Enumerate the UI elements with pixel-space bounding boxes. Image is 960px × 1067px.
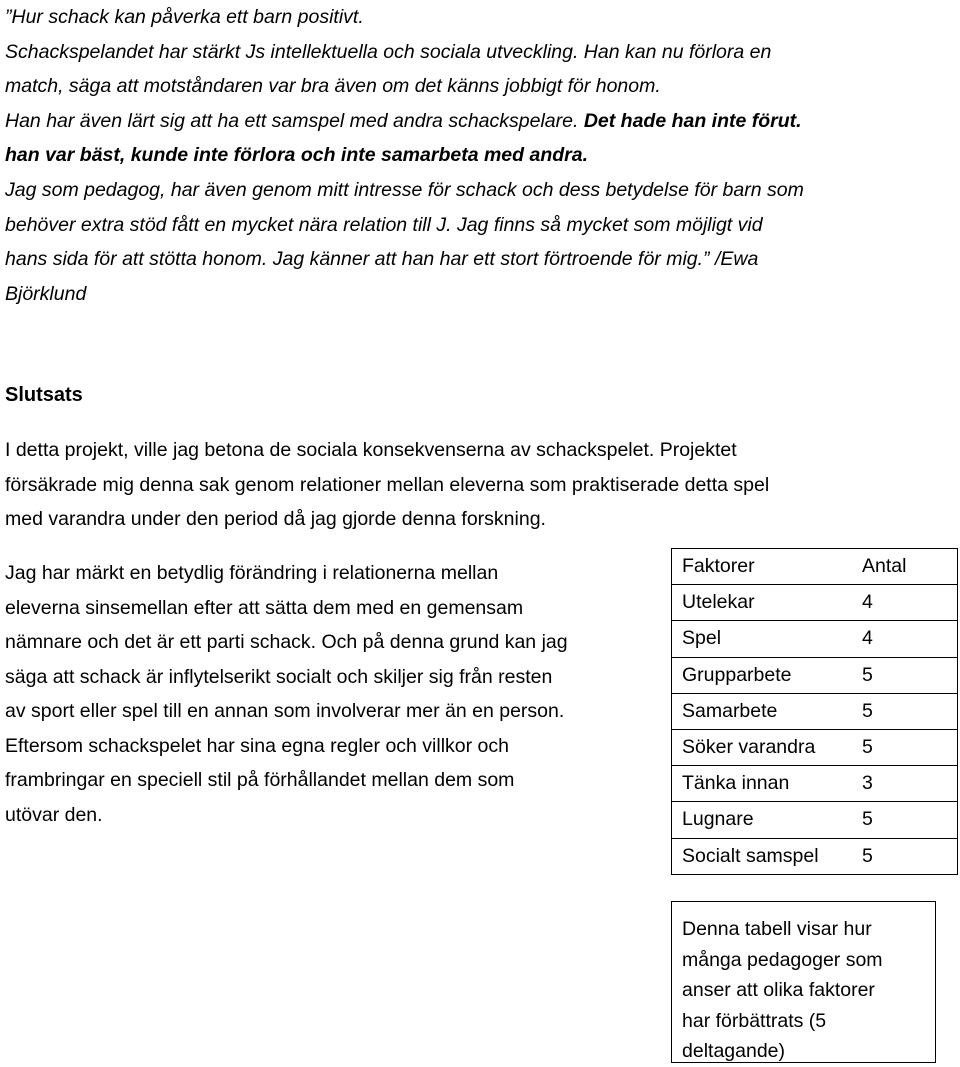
paragraph-line: av sport eller spel till en annan som involverar mer än en person. [5,700,565,722]
table-row [672,621,958,657]
factors-table [671,548,958,875]
factor-cell: Samarbete [672,693,853,729]
table-header-row [672,549,958,585]
paragraph-line: eleverna sinsemellan efter att sätta dem med en gemensam [5,596,524,619]
factor-cell: Utelekar [672,585,853,621]
factor-cell: Grupparbete [672,657,853,693]
caption-line: har förbättrats (5 [682,1009,827,1032]
quote-line: Björklund [5,282,87,305]
caption-line: många pedagoger som [682,948,883,971]
count-cell: 4 [852,621,958,657]
quote-line: Jag som pedagog, har även genom mitt intresse för schack och dess betydelse för barn som [5,178,804,201]
caption-line: Denna tabell visar hur [682,918,872,940]
header-cell-count: Antal [852,549,958,585]
table-row [672,802,958,838]
table-row [672,729,958,765]
table-row [672,657,958,693]
factor-cell: Lugnare [672,802,853,838]
quote-line: hans sida för att stötta honom. Jag känner att han har ett stort förtroende för mig.” /Ewa [5,248,759,271]
paragraph-line: utövar den. [5,803,103,826]
paragraph-line: I detta projekt, ville jag betona de sociala konsekvenserna av schackspelet. Projektet [5,439,737,461]
paragraph-line: med varandra under den period då jag gjorde denna forskning. [5,508,546,531]
count-cell: 5 [852,657,958,693]
quote-line: han var bäst, kunde inte förlora och inte samarbeta med andra. [5,144,588,167]
caption-line: anser att olika faktorer [682,979,875,1002]
conclusion-paragraph [5,433,955,537]
paragraph-line: frambringar en speciell stil på förhållandet mellan dem som [5,769,515,791]
quote-line: ”Hur schack kan påverka ett barn positivt. [5,6,364,28]
factor-cell: Spel [672,621,853,657]
factor-cell: Tänka innan [672,766,853,802]
section-heading: Slutsats [5,384,83,406]
caption-line: deltagande) [682,1040,786,1063]
paragraph-line: nämnare och det är ett parti schack. Och på denna grund kan jag [5,631,568,653]
count-cell: 5 [852,693,958,729]
quote-line-text: Han har även lärt sig att ha ett samspel med andra schackspelare. [5,109,584,132]
quote-line: Schackspelandet har stärkt Js intellektuella och sociala utveckling. Han kan nu förlora en [5,40,772,63]
count-cell: 5 [852,802,958,838]
quote-line: match, säga att motståndaren var bra även om det känns jobbigt för honom. [5,75,661,98]
paragraph-line: Jag har märkt en betydlig förändring i relationerna mellan [5,562,499,584]
paragraph-line: säga att schack är inflytelserikt socialt och skiljer sig från resten [5,665,553,688]
observation-paragraph [5,556,660,832]
count-cell: 3 [852,766,958,802]
table-row [672,766,958,802]
table-row [672,585,958,621]
paragraph-line: Eftersom schackspelet har sina egna regler och villkor och [5,734,509,757]
quote-line [5,104,955,139]
quote-bold-text: Det hade han inte förut. [583,109,802,132]
table-caption [671,901,936,1063]
factor-cell: Söker varandra [672,729,853,765]
quote-line: behöver extra stöd fått en mycket nära relation till J. Jag finns så mycket som möjligt vid [5,213,763,236]
factor-cell: Socialt samspel [672,838,853,874]
quote-block [5,0,955,311]
header-cell-factor: Faktorer [672,549,853,585]
count-cell: 4 [852,585,958,621]
count-cell: 5 [852,729,958,765]
paragraph-line: försäkrade mig denna sak genom relationer mellan eleverna som praktiserade detta spel [5,473,770,496]
table-row [672,693,958,729]
count-cell: 5 [852,838,958,874]
table-row [672,838,958,874]
